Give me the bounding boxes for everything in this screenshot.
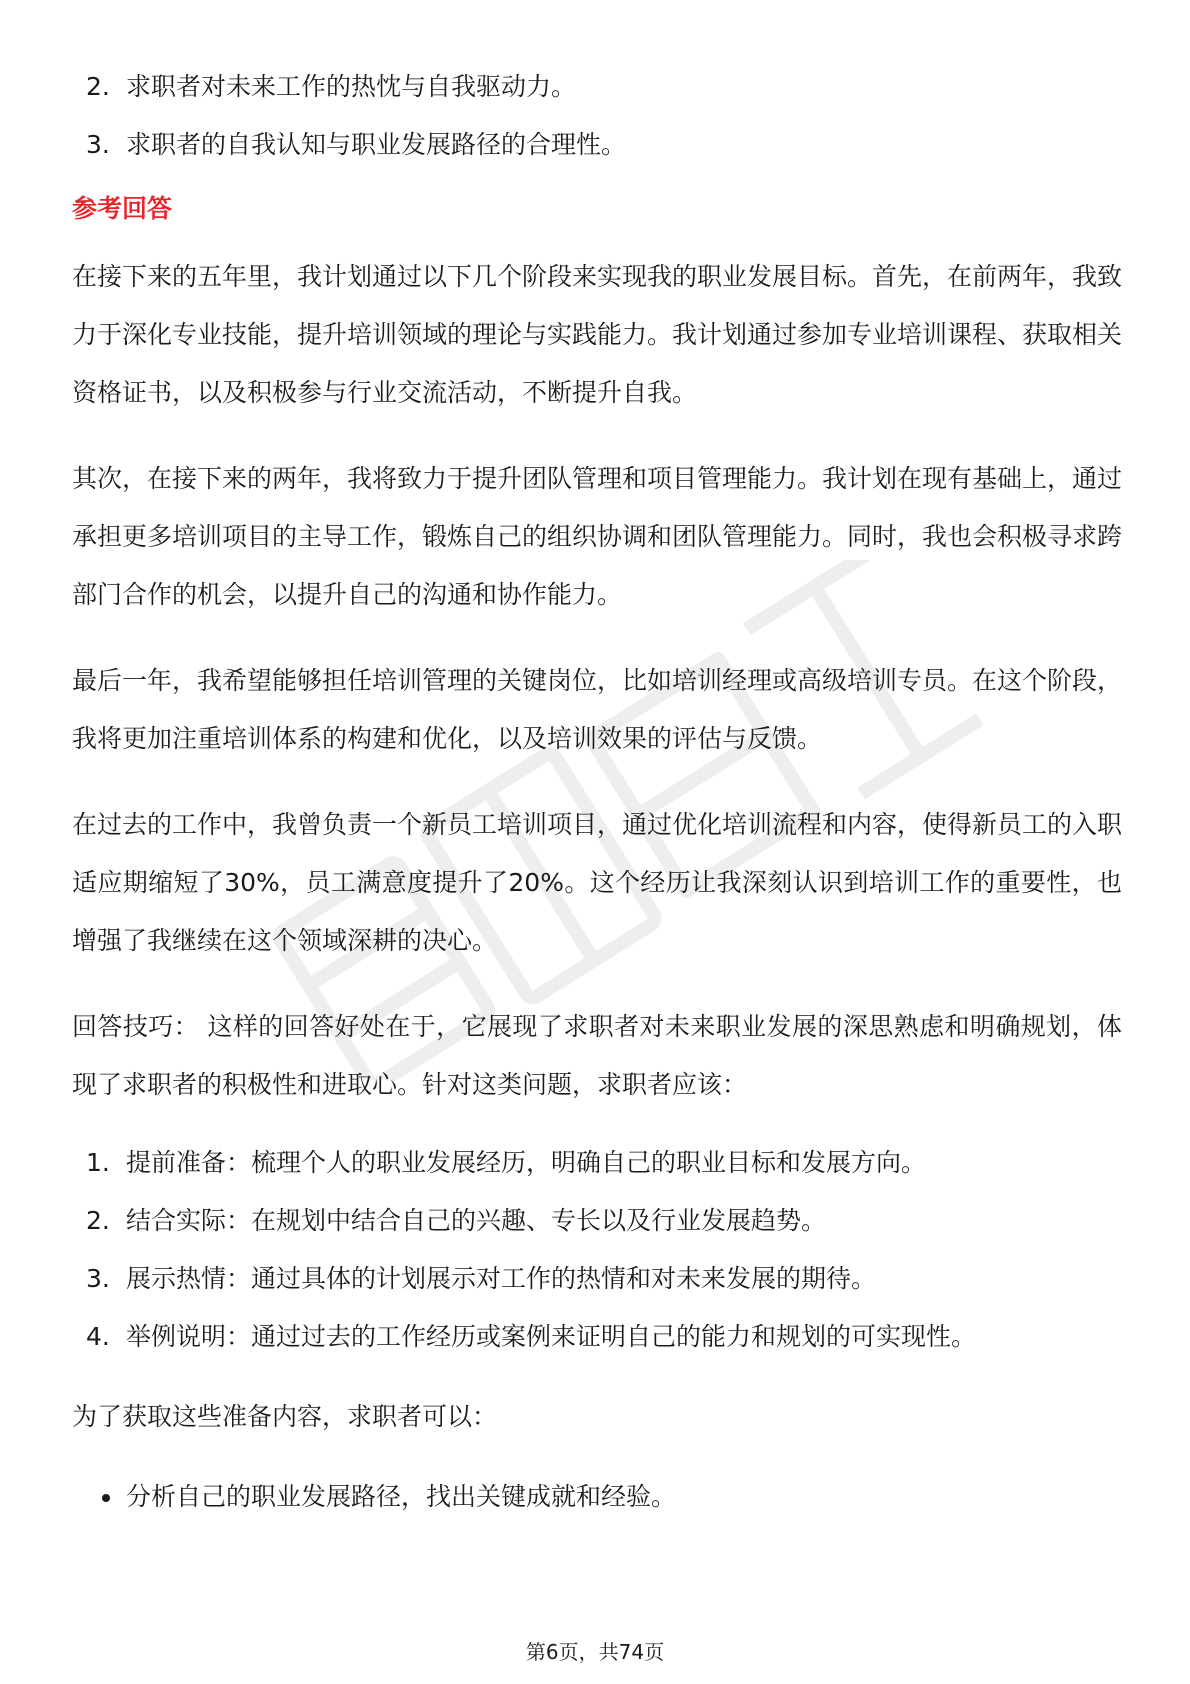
list-item-text: 提前准备：梳理个人的职业发展经历，明确自己的职业目标和发展方向。 bbox=[126, 1148, 927, 1177]
list-item bbox=[72, 1192, 1122, 1250]
list-item-number: 4. bbox=[86, 1322, 110, 1351]
tips-list bbox=[72, 1134, 1122, 1366]
bullet-item-text: 分析自己的职业发展路径，找出关键成就和经验。 bbox=[126, 1482, 677, 1511]
list-item-number: 2. bbox=[86, 1206, 110, 1235]
list-item-number: 3. bbox=[86, 1264, 110, 1293]
section-heading: 参考回答 bbox=[72, 194, 173, 223]
list-item-text: 求职者对未来工作的热忱与自我驱动力。 bbox=[126, 72, 577, 101]
list-item-number: 1. bbox=[86, 1148, 110, 1177]
page-footer: 第6页，共74页 bbox=[525, 1640, 665, 1664]
bullet-dot-icon bbox=[102, 1494, 110, 1502]
list-item bbox=[72, 1308, 1122, 1366]
list-item-text: 举例说明：通过过去的工作经历或案例来证明自己的能力和规划的可实现性。 bbox=[126, 1322, 977, 1351]
document-content bbox=[72, 58, 1122, 1526]
list-item-text: 结合实际：在规划中结合自己的兴趣、专长以及行业发展趋势。 bbox=[126, 1206, 827, 1235]
list-item-text: 求职者的自我认知与职业发展路径的合理性。 bbox=[126, 130, 627, 159]
list-item bbox=[72, 1134, 1122, 1192]
paragraph: 在接下来的五年里，我计划通过以下几个阶段来实现我的职业发展目标。首先，在前两年，我致力于深化专业技能，提升培训领域的理论与实践能力。我计划通过参加专业培训课程、获取相关资格证书，以及积极参与行业交流活动，不断提升自我。 bbox=[72, 262, 1123, 407]
list-item-text: 展示热情：通过具体的计划展示对工作的热情和对未来发展的期待。 bbox=[126, 1264, 877, 1293]
list-item-number: 3. bbox=[86, 130, 110, 159]
paragraph: 最后一年，我希望能够担任培训管理的关键岗位，比如培训经理或高级培训专员。在这个阶段，我将更加注重培训体系的构建和优化，以及培训效果的评估与反馈。 bbox=[72, 666, 1123, 753]
paragraph: 其次，在接下来的两年，我将致力于提升团队管理和项目管理能力。我计划在现有基础上，通过承担更多培训项目的主导工作，锻炼自己的组织协调和团队管理能力。同时，我也会积极寻求跨部门合作的机会，以提升自己的沟通和协作能力。 bbox=[72, 464, 1123, 609]
bullet-list bbox=[72, 1468, 1122, 1526]
list-item-number: 2. bbox=[86, 72, 110, 101]
bullet-item bbox=[72, 1468, 1122, 1526]
list-item bbox=[72, 1250, 1122, 1308]
prep-intro: 为了获取这些准备内容，求职者可以： bbox=[72, 1402, 498, 1431]
list-item bbox=[72, 58, 1122, 116]
paragraph: 在过去的工作中，我曾负责一个新员工培训项目，通过优化培训流程和内容，使得新员工的入职适应期缩短了30%，员工满意度提升了20%。这个经历让我深刻认识到培训工作的重要性，也增强了我继续在这个领域深耕的决心。 bbox=[72, 810, 1123, 955]
list-item bbox=[72, 116, 1122, 174]
answer-tips-paragraph: 回答技巧： 这样的回答好处在于，它展现了求职者对未来职业发展的深思熟虑和明确规划，体现了求职者的积极性和进取心。针对这类问题，求职者应该： bbox=[72, 1012, 1122, 1099]
criteria-list bbox=[72, 58, 1122, 174]
